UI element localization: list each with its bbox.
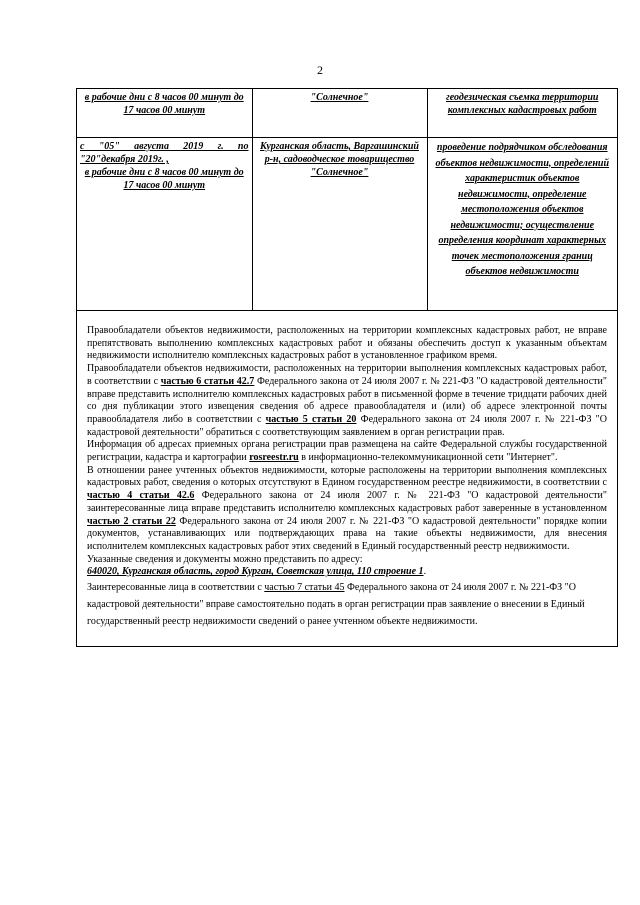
- schedule-work-cell: проведение подрядчиком обследования объектов недвижимости, определений характеристик объектов недвижимости, определение местоположения объектов недвижимости; осуществление определения координат характерных точек местоположения границ объектов недвижимости: [427, 138, 617, 311]
- notice-text: [77, 311, 617, 646]
- notice-paragraph: Правообладатели объектов недвижимости, расположенных на территории выполнения комплексных кадастровых работ, в соответствии с частью 6 статьи 42.7 Федерального закона от 24 июля 2007 г. № 221-ФЗ "О кадастровой деятельности" вправе представить исполнителю комплексных кадастровых работ в письменной форме в течение тридцати рабочих дней со дня публикации этого извещения сведения об адресе правообладателя и (или) об адресе электронной почты правообладателя либо в соответствии с частью 5 статьи 20 Федерального закона от 24 июля 2007 г. № 221-ФЗ "О кадастровой деятельности" обратиться с соответствующим заявлением в орган регистрации прав.: [87, 363, 607, 438]
- notice-paragraph: Информация об адресах приемных органа регистрации прав размещена на сайте Федеральной службы государственной регистрации, кадастра и картографии rosreestr.ru в информационно-телекоммуникационной сети "Интернет".: [87, 439, 607, 464]
- law-reference-link[interactable]: частью 2 статьи 22: [87, 515, 176, 527]
- schedule-table: [77, 89, 617, 311]
- schedule-date-end: "20"декабря 2019г. ,: [80, 154, 169, 165]
- schedule-time-cell: [77, 138, 252, 311]
- schedule-hours: в рабочие дни с 8 часов 00 минут до 17 часов 00 минут: [84, 167, 244, 191]
- submission-address: 640020, Курганская область, город Курган, Советская улица, 110 строение 1.: [87, 566, 427, 578]
- table-row: [77, 89, 617, 138]
- law-reference-link[interactable]: частью 4 статьи 42.6: [87, 490, 195, 502]
- page-number: 2: [317, 63, 323, 77]
- document-frame: [76, 88, 618, 647]
- schedule-work-cell: геодезическая съемка территории комплексных кадастровых работ: [427, 89, 617, 138]
- law-reference-link[interactable]: частью 5 статьи 20: [265, 413, 357, 425]
- rosreestr-link[interactable]: rosreestr.ru: [249, 452, 299, 464]
- schedule-place-cell: "Солнечное": [252, 89, 427, 138]
- table-row: [77, 138, 617, 311]
- schedule-place-cell: Курганская область, Варгашинский р-н, садоводческое товарищество "Солнечное": [252, 138, 427, 311]
- law-reference-link[interactable]: частью 7 статьи 45: [264, 582, 345, 594]
- schedule-date-start: с "05" августа 2019 г. по: [80, 141, 249, 152]
- notice-paragraph: Заинтересованные лица в соответствии с частью 7 статьи 45 Федерального закона от 24 июля 2007 г. № 221-ФЗ "О кадастровой деятельности" вправе самостоятельно подать в орган регистрации прав заявление о внесении в Единый государственный реестр недвижимости сведений о ранее учтенном объекте недвижимости.: [87, 582, 585, 628]
- notice-paragraph: Указанные сведения и документы можно представить по адресу:: [87, 553, 363, 565]
- notice-paragraph: Правообладатели объектов недвижимости, расположенных на территории комплексных кадастровых работ, не вправе препятствовать выполнению комплексных кадастровых работ и обязаны обеспечить доступ к указанным объектам недвижимости исполнителю комплексных кадастровых работ в установленное графиком время.: [87, 325, 607, 362]
- law-reference-link[interactable]: частью 6 статьи 42.7: [160, 375, 255, 387]
- schedule-time-cell: в рабочие дни с 8 часов 00 минут до 17 часов 00 минут: [77, 89, 252, 138]
- notice-paragraph: В отношении ранее учтенных объектов недвижимости, которые расположены на территории выполнения комплексных кадастровых работ, сведения о которых отсутствуют в Едином государственном реестре недвижимости, в соответствии с частью 4 статьи 42.6 Федерального закона от 24 июля 2007 г. № 221-ФЗ "О кадастровой деятельности" заинтересованные лица вправе представить исполнителю комплексных кадастровых работ заверенные в установленном частью 2 статьи 22 Федерального закона от 24 июля 2007 г. № 221-ФЗ "О кадастровой деятельности" порядке копии документов, устанавливающих или подтверждающих права на такие объекты недвижимости, для внесения исполнителем комплексных кадастровых работ этих сведений в Единый государственный реестр недвижимости.: [87, 464, 607, 552]
